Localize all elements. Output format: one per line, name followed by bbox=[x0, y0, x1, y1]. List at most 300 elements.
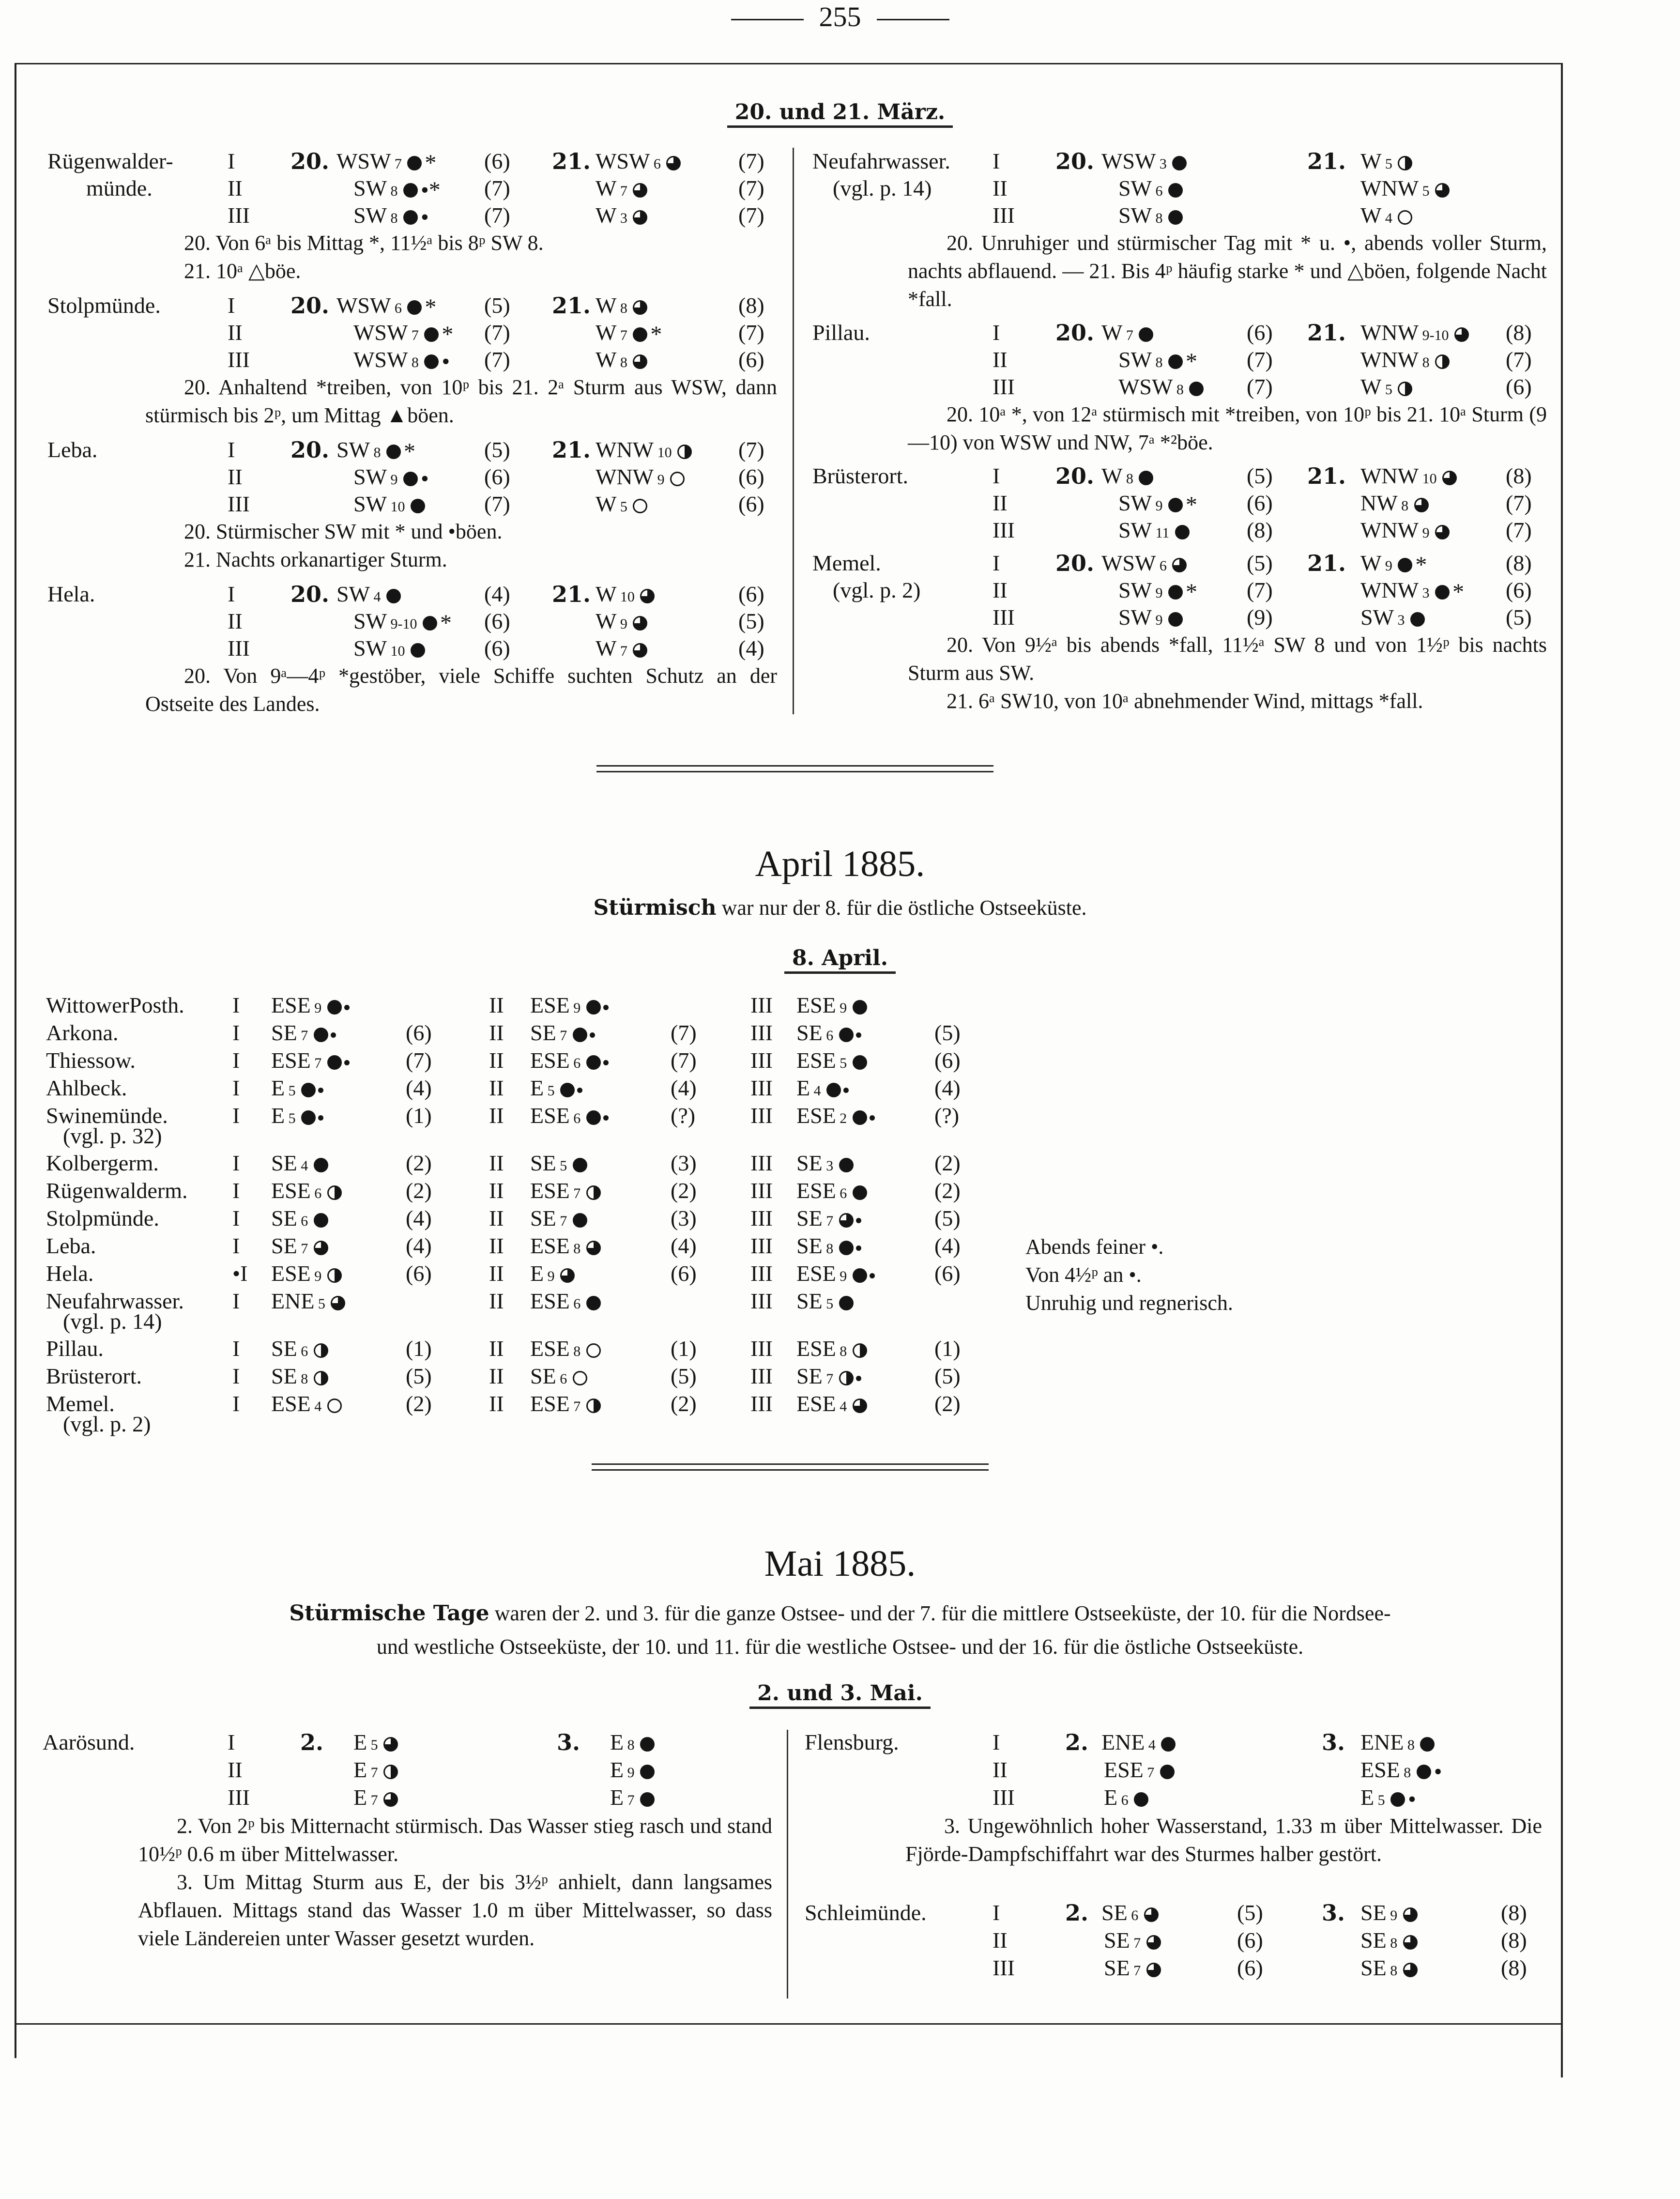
april-wind-dir: ESE bbox=[530, 1289, 570, 1313]
march-left-sea-day1: (6) bbox=[484, 464, 510, 489]
march-right-wind-day1-sky-icon bbox=[1168, 498, 1183, 512]
april-sea-state: (1) bbox=[406, 1336, 432, 1361]
april-sky-icon bbox=[560, 1268, 575, 1283]
april-wind-cell bbox=[530, 1390, 601, 1417]
march-right-station-name: Memel. bbox=[812, 551, 881, 575]
april-wind-dir: ESE bbox=[271, 1391, 311, 1416]
april-wind-cell bbox=[530, 1177, 601, 1204]
mai-left-wind-day1 bbox=[353, 1756, 398, 1784]
march-left-wind-day1 bbox=[336, 148, 436, 175]
march-right-wind-day2-sky-icon bbox=[1435, 525, 1450, 539]
march-left-wind-day1 bbox=[353, 319, 453, 346]
march-right-wind-day2-sky-icon bbox=[1398, 156, 1412, 170]
mai-right-flensburg-wind-day2 bbox=[1360, 1784, 1416, 1811]
april-wind-dir: SE bbox=[530, 1364, 556, 1388]
april-wind-cell bbox=[530, 1047, 609, 1074]
april-wind-cell bbox=[271, 992, 350, 1019]
march-left-obs-label: I bbox=[228, 437, 235, 462]
april-sky-icon bbox=[314, 1343, 328, 1358]
march-left-wind-day1-extra-icon: •* bbox=[421, 177, 441, 203]
march-left-wind-day1-dir: SW bbox=[336, 437, 370, 462]
march-right-wind-day2 bbox=[1360, 373, 1412, 400]
march-right-wind-day2-sky-icon bbox=[1435, 585, 1450, 600]
mai-left-wind-day2-sky-icon bbox=[640, 1737, 655, 1752]
march-left-station-name: Rügenwalder- bbox=[47, 149, 173, 173]
march-left-wind-day2 bbox=[596, 635, 647, 662]
mai-left-wind-day1 bbox=[353, 1784, 398, 1811]
mai-right-flensburg-wind-day2-sky-icon bbox=[1420, 1737, 1435, 1752]
april-obs-label: II bbox=[489, 1206, 504, 1230]
mai-right-flensburg-wind-day1-sky-icon bbox=[1160, 1765, 1175, 1779]
march-right-wind-day2 bbox=[1360, 346, 1450, 373]
april-obs-label: II bbox=[489, 993, 504, 1017]
march-left-wind-day1-extra-icon: * bbox=[425, 294, 437, 321]
march-right-wind-day1-dir: SW bbox=[1118, 578, 1152, 602]
march-left-obs-label: I bbox=[228, 582, 235, 606]
april-wind-force: 6 bbox=[297, 1343, 308, 1359]
march-right-wind-day2-force: 3 bbox=[1419, 585, 1430, 601]
april-obs-label: III bbox=[750, 1289, 773, 1313]
april-wind-dir: SE bbox=[530, 1151, 556, 1175]
april-wind-force: 9 bbox=[310, 1000, 322, 1016]
march-left-station-note: 20. Von 6ᵃ bis Mittag *, 11½ᵃ bis 8ᵖ SW 8. bbox=[184, 231, 544, 255]
mai-left-wind-day1-force: 7 bbox=[367, 1765, 378, 1781]
mai-right-flensburg-wind-day2-dir: E bbox=[1360, 1785, 1375, 1810]
march-left-sea-day2: (6) bbox=[738, 464, 764, 489]
march-right-wind-day2 bbox=[1360, 462, 1457, 490]
march-right-wind-day1 bbox=[1118, 175, 1183, 202]
april-obs-label: II bbox=[489, 1233, 504, 1258]
april-sky-icon bbox=[839, 1371, 854, 1385]
april-rain-dot-icon bbox=[344, 1005, 350, 1010]
march-right-wind-day2-dir: WNW bbox=[1360, 176, 1419, 200]
mai-left-wind-day1-sky-icon bbox=[383, 1792, 398, 1807]
april-sky-icon bbox=[839, 1213, 854, 1228]
march-left-wind-day1-dir: SW bbox=[336, 582, 370, 606]
march-left-wind-day2-force: 7 bbox=[616, 327, 627, 343]
march-right-sea-day2: (7) bbox=[1506, 347, 1532, 372]
april-sea-state: (6) bbox=[934, 1261, 961, 1286]
march-right-wind-day1-dir: W bbox=[1101, 463, 1123, 488]
april-wind-dir: E bbox=[530, 1076, 544, 1100]
mai-right-schleimuende-day2-label: 3. bbox=[1322, 1900, 1345, 1926]
march-right-wind-day2-force: 5 bbox=[1381, 156, 1392, 172]
march-right-wind-day1-dir: WSW bbox=[1101, 551, 1156, 575]
mai-left-wind-day1-dir: E bbox=[353, 1757, 367, 1782]
march-left-obs-label: II bbox=[228, 464, 243, 489]
march-left-day1-label: 20. bbox=[290, 148, 330, 174]
march-left-day2-label: 21. bbox=[552, 581, 591, 607]
april-station-name: Memel. bbox=[46, 1391, 115, 1416]
march-left-day2-label: 21. bbox=[552, 437, 591, 463]
april-wind-dir: SE bbox=[530, 1206, 556, 1230]
mai-right-schleimuende-obs-label: I bbox=[993, 1900, 1000, 1925]
april-wind-dir: SE bbox=[271, 1233, 297, 1258]
march-left-obs-label: III bbox=[228, 636, 250, 661]
mai-right-schleimuende-wind-day1-dir: SE bbox=[1104, 1955, 1130, 1980]
march-caption bbox=[0, 99, 1680, 125]
march-left-sea-day2: (7) bbox=[738, 203, 764, 228]
april-sky-icon bbox=[853, 1000, 867, 1015]
mai-right-schleimuende-sea-day1: (6) bbox=[1237, 1928, 1263, 1953]
mai-left-wind-day2-dir: E bbox=[610, 1785, 624, 1810]
march-right-wind-day1-extra-icon: * bbox=[1186, 492, 1197, 518]
april-wind-cell bbox=[796, 1363, 861, 1390]
march-right-wind-day2-sky-icon bbox=[1398, 382, 1412, 396]
april-obs-label: III bbox=[750, 1103, 773, 1128]
march-left-station-note: 20. Stürmischer SW mit * und •böen. bbox=[184, 520, 503, 543]
march-right-wind-day1 bbox=[1118, 517, 1190, 544]
april-sky-icon bbox=[839, 1158, 854, 1172]
march-left-wind-day2-dir: W bbox=[596, 609, 617, 633]
april-wind-dir: ESE bbox=[530, 1336, 570, 1361]
march-right-wind-day1-dir: SW bbox=[1118, 491, 1152, 515]
march-right-wind-day1-dir: WSW bbox=[1101, 149, 1156, 173]
march-left-wind-day1 bbox=[353, 175, 441, 202]
april-obs-label: III bbox=[750, 1178, 773, 1203]
april-sea-state: (1) bbox=[671, 1336, 697, 1361]
march-right-obs-label: I bbox=[993, 320, 1000, 345]
april-rain-dot-icon bbox=[870, 1115, 875, 1121]
mai-right-schleimuende-wind-day2-sky-icon bbox=[1403, 1963, 1418, 1977]
april-wind-cell bbox=[271, 1260, 342, 1287]
april-sea-state: (1) bbox=[934, 1336, 961, 1361]
march-right-wind-day2 bbox=[1360, 319, 1469, 346]
march-left-wind-day1-dir: SW bbox=[353, 609, 387, 633]
march-right-wind-day2-sky-icon bbox=[1435, 183, 1450, 198]
april-wind-cell bbox=[530, 992, 609, 1019]
april-sea-state: (5) bbox=[671, 1364, 697, 1388]
march-column-divider bbox=[793, 148, 794, 714]
april-wind-dir: ESE bbox=[796, 1261, 836, 1286]
march-left-sea-day1: (6) bbox=[484, 609, 510, 633]
mai-right-flensburg-day1-label: 2. bbox=[1065, 1729, 1089, 1755]
april-station-name: Thiessow. bbox=[46, 1048, 136, 1073]
april-wind-force: 4 bbox=[836, 1399, 847, 1415]
march-right-wind-day2-dir: WNW bbox=[1360, 320, 1419, 345]
april-rain-dot-icon bbox=[603, 1115, 609, 1121]
march-left-wind-day2-dir: WSW bbox=[596, 149, 650, 173]
march-left-sea-day2: (6) bbox=[738, 492, 764, 516]
mai-right-flensburg-wind-day2-force: 8 bbox=[1404, 1737, 1415, 1753]
april-obs-label: II bbox=[489, 1391, 504, 1416]
mai-left-wind-day1-dir: E bbox=[353, 1730, 367, 1754]
march-left-wind-day1-extra-icon: * bbox=[404, 439, 415, 465]
april-wind-force: 9 bbox=[569, 1000, 581, 1016]
april-wind-dir: ESE bbox=[271, 1048, 311, 1073]
march-right-day2-label: 21. bbox=[1307, 320, 1346, 346]
march-right-obs-label: I bbox=[993, 149, 1000, 173]
march-left-wind-day2-sky-icon bbox=[633, 210, 647, 225]
april-sea-state: (6) bbox=[934, 1048, 961, 1073]
april-obs-label: III bbox=[750, 1391, 773, 1416]
april-sky-icon bbox=[314, 1158, 328, 1172]
march-left-wind-day1 bbox=[336, 436, 415, 463]
april-wind-force: 5 bbox=[285, 1110, 296, 1126]
mai-right-flensburg-wind-day2-dir: ESE bbox=[1360, 1757, 1400, 1782]
march-right-obs-label: I bbox=[993, 463, 1000, 488]
march-right-obs-label: III bbox=[993, 374, 1015, 399]
march-left-day2-label: 21. bbox=[552, 148, 591, 174]
march-left-wind-day1-force: 9-10 bbox=[387, 616, 417, 632]
march-right-wind-day2 bbox=[1360, 577, 1464, 604]
april-intro-bold: Stürmisch bbox=[593, 895, 717, 920]
mai-right-schleimuende-wind-day1-sky-icon bbox=[1144, 1907, 1159, 1922]
april-wind-dir: ESE bbox=[530, 1233, 570, 1258]
march-left-wind-day2 bbox=[596, 463, 685, 491]
april-station-subname: (vgl. p. 32) bbox=[63, 1123, 162, 1148]
march-left-wind-day2 bbox=[596, 148, 681, 175]
march-left-wind-day2-force: 10 bbox=[654, 445, 672, 461]
april-obs-label: I bbox=[232, 1151, 240, 1175]
march-left-wind-day1-sky-icon bbox=[407, 156, 422, 170]
march-right-wind-day1-force: 9 bbox=[1152, 498, 1163, 514]
april-obs-label: III bbox=[750, 1261, 773, 1286]
april-wind-cell bbox=[271, 1205, 328, 1232]
march-right-sea-day2: (7) bbox=[1506, 518, 1532, 542]
april-wind-force: 7 bbox=[297, 1241, 308, 1257]
mai-left-wind-day2-force: 7 bbox=[624, 1792, 635, 1808]
march-left-wind-day2-sky-icon bbox=[666, 156, 681, 170]
march-right-wind-day2-dir: W bbox=[1360, 149, 1382, 173]
april-wind-force: 6 bbox=[556, 1371, 567, 1387]
april-sky-icon bbox=[853, 1110, 867, 1125]
march-left-wind-day1-sky-icon bbox=[386, 589, 401, 603]
april-side-note-2: Von 4½ᵖ an •. bbox=[1025, 1263, 1142, 1287]
march-right-wind-day2-force: 10 bbox=[1419, 471, 1437, 487]
march-left-obs-label: II bbox=[228, 320, 243, 345]
march-right-sea-day2: (8) bbox=[1506, 463, 1532, 488]
mai-column-divider bbox=[787, 1730, 788, 1999]
march-left-wind-day1-sky-icon bbox=[403, 210, 418, 225]
april-sea-state: (6) bbox=[406, 1020, 432, 1045]
april-sky-icon bbox=[586, 1296, 601, 1310]
march-left-wind-day1-dir: WSW bbox=[353, 320, 408, 345]
mai-title: Mai 1885. bbox=[764, 1543, 916, 1584]
april-wind-cell bbox=[530, 1260, 575, 1287]
march-left-wind-day1-force: 6 bbox=[391, 300, 402, 316]
mai-left-obs-label: II bbox=[228, 1757, 243, 1782]
mai-right-schleimuende-wind-day1 bbox=[1104, 1954, 1161, 1982]
april-wind-dir: E bbox=[796, 1076, 810, 1100]
april-wind-force: 3 bbox=[822, 1158, 834, 1174]
march-right-wind-day2-sky-icon bbox=[1442, 471, 1457, 485]
march-left-wind-day1 bbox=[353, 608, 452, 635]
march-right-sea-day2: (8) bbox=[1506, 551, 1532, 575]
april-sea-state: (5) bbox=[934, 1364, 961, 1388]
april-intro-rest: war nur der 8. für die östliche Ostseeküste. bbox=[721, 896, 1087, 920]
april-wind-dir: SE bbox=[796, 1364, 823, 1388]
march-right-wind-day1-sky-icon bbox=[1168, 612, 1183, 627]
april-sea-state: (4) bbox=[406, 1206, 432, 1230]
march-right-wind-day2-sky-icon bbox=[1410, 612, 1425, 627]
april-wind-cell bbox=[530, 1102, 609, 1129]
april-wind-force: 6 bbox=[836, 1185, 847, 1201]
mai-left-station-name: Aarösund. bbox=[43, 1730, 135, 1754]
march-left-wind-day1-sky-icon bbox=[403, 472, 418, 486]
march-right-wind-day2-force: 4 bbox=[1381, 210, 1392, 226]
mai-right-flensburg-wind-day1-force: 7 bbox=[1143, 1765, 1155, 1781]
march-left-wind-day1-sky-icon bbox=[403, 183, 418, 198]
mai-left-para-2: 3. Um Mittag Sturm aus E, der bis 3½ᵖ anhielt, dann langsames Abflauen. Mittags stand das Wasser 1.0 m über Mittelwasser, so dass viele Ländereien unter Wasser gesetzt wurden. bbox=[138, 1870, 772, 1950]
march-right-wind-day1-extra-icon: * bbox=[1186, 349, 1197, 375]
march-left-sea-day2: (6) bbox=[738, 347, 764, 372]
april-wind-force: 5 bbox=[822, 1296, 834, 1312]
april-sky-icon bbox=[839, 1296, 854, 1310]
april-obs-label: I bbox=[232, 1103, 240, 1128]
march-right-wind-day2 bbox=[1360, 175, 1450, 202]
april-wind-dir: SE bbox=[271, 1364, 297, 1388]
march-left-wind-day1-force: 7 bbox=[391, 156, 402, 172]
march-left-wind-day2-sky-icon bbox=[640, 589, 655, 603]
march-right-sea-day1: (7) bbox=[1247, 347, 1273, 372]
mai-right-flensburg-obs-label: II bbox=[993, 1757, 1008, 1782]
march-right-wind-day1-sky-icon bbox=[1168, 210, 1183, 225]
april-sea-state: (2) bbox=[406, 1178, 432, 1203]
march-right-wind-day2-sky-icon bbox=[1435, 354, 1450, 369]
mai-right-flensburg-wind-day2 bbox=[1360, 1729, 1435, 1756]
march-left-sea-day2: (8) bbox=[738, 293, 764, 318]
april-wind-dir: ESE bbox=[271, 1178, 311, 1203]
march-left-sea-day1: (7) bbox=[484, 347, 510, 372]
march-left-wind-day1-dir: WSW bbox=[353, 347, 408, 372]
march-left-wind-day1-force: 8 bbox=[370, 445, 381, 461]
april-rain-dot-icon bbox=[870, 1273, 875, 1278]
march-left-wind-day1-extra-icon: • bbox=[421, 466, 429, 492]
mai-right-flensburg-wind-day1 bbox=[1101, 1729, 1176, 1756]
mai-left-wind-day1-dir: E bbox=[353, 1785, 367, 1810]
april-obs-label: II bbox=[489, 1178, 504, 1203]
march-right-station-name: Brüsterort. bbox=[812, 463, 909, 488]
mai-right-schleimuende-station-name: Schleimünde. bbox=[805, 1900, 927, 1925]
march-right-wind-day1-sky-icon bbox=[1139, 327, 1153, 342]
april-wind-dir: SE bbox=[796, 1206, 823, 1230]
april-wind-force: 9 bbox=[836, 1268, 847, 1284]
march-right-wind-day1-dir: SW bbox=[1118, 176, 1152, 200]
mai-right-flensburg-wind-day1-sky-icon bbox=[1134, 1792, 1148, 1807]
april-station-name: WittowerPosth. bbox=[46, 993, 184, 1017]
march-left-wind-day2-force: 8 bbox=[616, 354, 627, 370]
april-wind-cell bbox=[271, 1335, 328, 1362]
march-left-wind-day1 bbox=[336, 581, 401, 608]
march-right-wind-day2 bbox=[1360, 604, 1425, 631]
april-rain-dot-icon bbox=[856, 1032, 861, 1038]
mai-right-schleimuende-wind-day1-force: 6 bbox=[1127, 1907, 1139, 1923]
april-wind-force: 8 bbox=[822, 1241, 834, 1257]
april-wind-cell bbox=[271, 1390, 342, 1417]
march-right-wind-day1-force: 8 bbox=[1152, 354, 1163, 370]
march-right-day1-label: 20. bbox=[1055, 550, 1095, 576]
mai-right-schleimuende-wind-day2-dir: SE bbox=[1360, 1928, 1387, 1953]
march-right-wind-day1-extra-icon: * bbox=[1186, 579, 1197, 605]
mai-right-flensburg-wind-day2 bbox=[1360, 1756, 1442, 1784]
april-rain-dot-icon bbox=[603, 1060, 609, 1065]
mai-left-day2-label: 3. bbox=[557, 1729, 580, 1755]
mai-left-wind-day1 bbox=[353, 1729, 398, 1756]
march-right-sea-day2: (5) bbox=[1506, 605, 1532, 630]
march-right-wind-day2-dir: WNW bbox=[1360, 463, 1419, 488]
mai-left-para-1: 2. Von 2ᵖ bis Mitternacht stürmisch. Das Wasser stieg rasch und stand 10½ᵖ 0.6 m über Mittelwasser. bbox=[138, 1814, 772, 1866]
march-left-sea-day1: (4) bbox=[484, 582, 510, 606]
mai-right-para: 3. Ungewöhnlich hoher Wasserstand, 1.33 m über Mittelwasser. Die Fjörde-Dampfschiffahrt war des Sturmes halber gestört. bbox=[905, 1814, 1542, 1866]
march-left-sea-day1: (5) bbox=[484, 293, 510, 318]
april-sea-state: (4) bbox=[671, 1076, 697, 1100]
mai-right-schleimuende-wind-day1-sky-icon bbox=[1146, 1935, 1161, 1950]
april-wind-dir: SE bbox=[796, 1233, 823, 1258]
april-wind-cell bbox=[796, 1232, 861, 1260]
mai-right-flensburg-wind-day2-dir: ENE bbox=[1360, 1730, 1404, 1754]
april-obs-label: I bbox=[232, 1233, 240, 1258]
april-rain-dot-icon bbox=[590, 1032, 595, 1038]
april-wind-cell bbox=[796, 1335, 867, 1362]
april-wind-dir: ESE bbox=[530, 993, 570, 1017]
march-caption-text: 20. und 21. März. bbox=[727, 100, 953, 128]
frame-top-rule bbox=[15, 63, 1563, 64]
april-wind-force: 7 bbox=[822, 1213, 834, 1229]
march-left-station-note: 21. Nachts orkanartiger Sturm. bbox=[184, 548, 447, 571]
april-sky-icon bbox=[586, 1185, 601, 1200]
march-left-wind-day1-force: 10 bbox=[387, 643, 405, 659]
april-sky-icon bbox=[826, 1083, 841, 1097]
march-right-wind-day1 bbox=[1118, 202, 1183, 229]
march-left-sea-day1: (6) bbox=[484, 149, 510, 173]
march-right-wind-day1 bbox=[1118, 577, 1197, 604]
march-left-sea-day2: (7) bbox=[738, 176, 764, 200]
mai-caption-text: 2. und 3. Mai. bbox=[749, 1681, 931, 1709]
march-right-obs-label: I bbox=[993, 551, 1000, 575]
march-left-sea-day2: (7) bbox=[738, 437, 764, 462]
april-wind-cell bbox=[796, 1047, 867, 1074]
mai-intro-line-1 bbox=[0, 1600, 1680, 1627]
april-wind-force: 6 bbox=[569, 1110, 581, 1126]
frame-bottom-rule bbox=[15, 2023, 1563, 2025]
april-wind-dir: E bbox=[271, 1103, 285, 1128]
march-left-wind-day1-dir: SW bbox=[353, 636, 387, 661]
april-sea-state: (2) bbox=[934, 1391, 961, 1416]
mai-right-schleimuende-sea-day2: (8) bbox=[1501, 1955, 1527, 1980]
april-wind-dir: E bbox=[530, 1261, 544, 1286]
march-left-sea-day2: (6) bbox=[738, 582, 764, 606]
march-left-wind-day2-dir: WNW bbox=[596, 464, 654, 489]
april-wind-cell bbox=[271, 1150, 328, 1177]
mai-left-wind-day2 bbox=[610, 1784, 655, 1811]
april-sky-icon bbox=[586, 1110, 601, 1125]
april-sky-icon bbox=[839, 1241, 854, 1255]
april-obs-label: II bbox=[489, 1076, 504, 1100]
april-title: April 1885. bbox=[755, 844, 925, 884]
march-left-wind-day2-sky-icon bbox=[633, 354, 647, 369]
april-wind-dir: ESE bbox=[271, 1261, 311, 1286]
march-left-station-name: Stolpmünde. bbox=[47, 293, 161, 318]
april-station-name: Arkona. bbox=[46, 1020, 119, 1045]
march-left-wind-day1-dir: WSW bbox=[336, 149, 391, 173]
mai-right-flensburg-wind-day2-extra-icon: • bbox=[1434, 1759, 1442, 1785]
april-sky-icon bbox=[327, 1055, 342, 1070]
april-sky-icon bbox=[853, 1343, 867, 1358]
april-sea-state: (?) bbox=[934, 1103, 960, 1128]
march-left-sea-day1: (7) bbox=[484, 203, 510, 228]
march-right-day2-label: 21. bbox=[1307, 463, 1346, 489]
april-sea-state: (3) bbox=[671, 1206, 697, 1230]
march-right-obs-label: III bbox=[993, 203, 1015, 228]
april-rain-dot-icon bbox=[577, 1088, 582, 1093]
april-wind-force: 5 bbox=[285, 1083, 296, 1099]
april-wind-force: 8 bbox=[836, 1343, 847, 1359]
april-sky-icon bbox=[314, 1028, 328, 1042]
april-rain-dot-icon bbox=[843, 1088, 849, 1093]
march-left-wind-day1-dir: WSW bbox=[336, 293, 391, 318]
mai-right-schleimuende-wind-day1-force: 7 bbox=[1130, 1963, 1141, 1979]
